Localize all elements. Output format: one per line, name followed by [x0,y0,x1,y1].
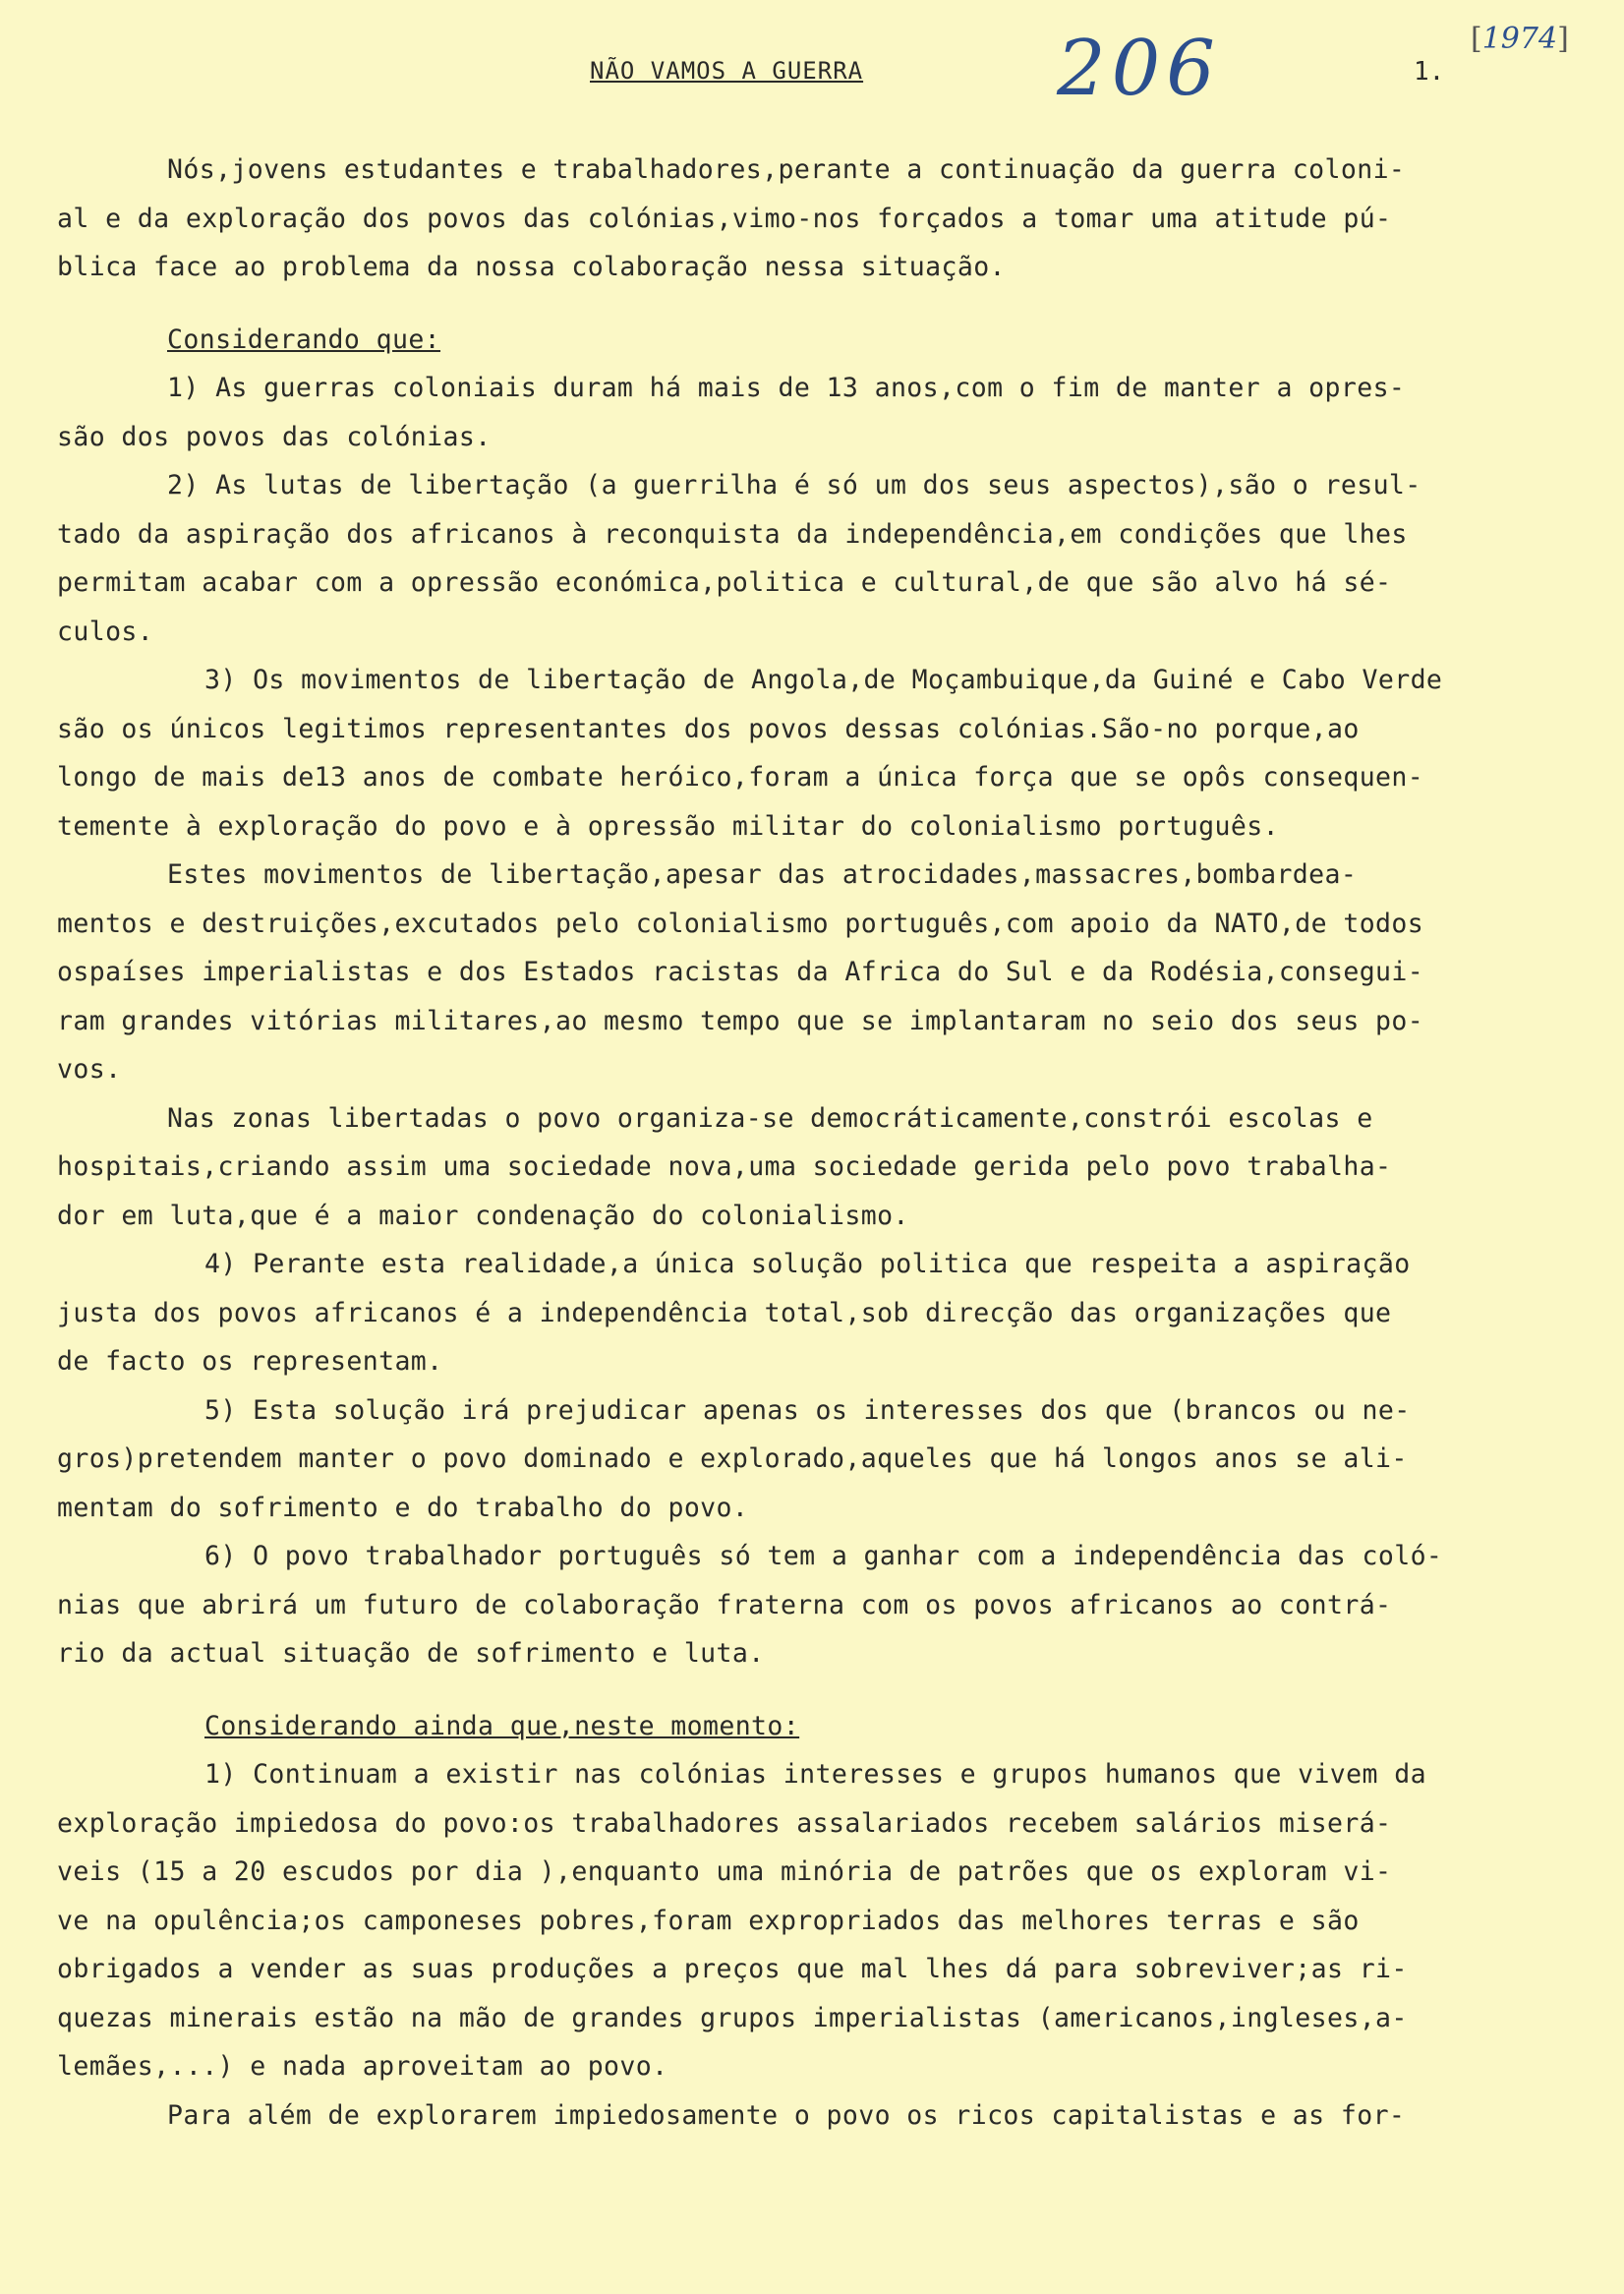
section-heading: Considerando que: [167,324,441,355]
body-line: ospaíses imperialistas e dos Estados racistas da Africa do Sul e da Rodésia,consegui- [57,957,1424,987]
body-line: veis (15 a 20 escudos por dia ),enquanto uma minória de patrões que os exploram vi- [57,1856,1392,1887]
year-stamp-text: 1974 [1481,22,1558,56]
body-line: Para além de explorarem impiedosamente o povo os ricos capitalistas e as for- [167,2099,1406,2131]
body-line: rio da actual situação de sofrimento e luta. [57,1638,765,1669]
body-line: permitam acabar com a opressão económica,politica e cultural,de que são alvo há sé- [57,567,1392,598]
body-line: Nas zonas libertadas o povo organiza-se democráticamente,constrói escolas e [167,1102,1373,1134]
body-line: 5) Esta solução irá prejudicar apenas os interesses dos que (brancos ou ne- [204,1394,1411,1426]
body-line: 1) Continuam a existir nas colónias interesses e grupos humanos que vivem da [204,1759,1426,1790]
body-line: tado da aspiração dos africanos à reconquista da independência,em condições que lhes [57,518,1408,550]
body-line: 2) As lutas de libertação (a guerrilha é só um dos seus aspectos),são o resul- [167,470,1421,500]
body-line: 1) As guerras coloniais duram há mais de 13 anos,com o fim de manter a opres- [167,373,1406,403]
body-line: dor em luta,que é a maior condenação do colonialismo. [57,1200,909,1231]
body-line: são dos povos das colónias. [57,421,492,452]
year-stamp: [1974] [1471,22,1569,56]
body-line: obrigados a vender as suas produções a preços que mal lhes dá para sobreviver;as ri- [57,1954,1408,1984]
body-line: de facto os representam. [57,1346,443,1377]
body-line: Nós,jovens estudantes e trabalhadores,perante a continuação da guerra coloni- [167,154,1406,185]
body-line: mentam do sofrimento e do trabalho do povo. [57,1492,749,1523]
body-line: gros)pretendem manter o povo dominado e explorado,aqueles que há longos anos se ali- [57,1443,1408,1474]
body-line: nias que abrirá um futuro de colaboração fraterna com os povos africanos ao contrá- [57,1589,1392,1620]
page-number: 1. [1414,57,1445,87]
body-line: 3) Os movimentos de libertação de Angola,de Moçambuique,da Guiné e Cabo Verde [204,665,1443,695]
body-line: Estes movimentos de libertação,apesar das atrocidades,massacres,bombardea- [167,859,1358,890]
body-line: longo de mais de13 anos de combate heróico,foram a única força que se opôs consequen- [57,762,1424,793]
body-line: blica face ao problema da nossa colaboração nessa situação. [57,252,1006,282]
body-line: são os únicos legitimos representantes dos povos dessas colónias.São-no porque,ao [57,713,1360,744]
body-line: al e da exploração dos povos das colónias,vimo-nos forçados a tomar uma atitude pú- [57,203,1392,234]
body-line: exploração impiedosa do povo:os trabalhadores assalariados recebem salários miserá- [57,1807,1392,1839]
body-line: vos. [57,1054,122,1085]
body-line: 6) O povo trabalhador português só tem a ganhar com a independência das coló- [204,1541,1443,1571]
body-line: quezas minerais estão na mão de grandes grupos imperialistas (americanos,ingleses,a- [57,2002,1408,2033]
body-line: hospitais,criando assim uma sociedade nova,uma sociedade gerida pelo povo trabalha- [57,1151,1392,1182]
body-line: ram grandes vitórias militares,ao mesmo tempo que se implantaram no seio dos seus po- [57,1005,1424,1036]
body-line: culos. [57,616,154,647]
document-title: NÃO VAMOS A GUERRA [590,57,864,85]
body-line: justa dos povos africanos é a independência total,sob direcção das organizações que [57,1297,1392,1328]
section-heading: Considerando ainda que,neste momento: [204,1710,800,1741]
document-body [57,146,1571,2140]
body-line: 4) Perante esta realidade,a única solução politica que respeita a aspiração [204,1249,1411,1279]
body-line: lemães,...) e nada aproveitam ao povo. [57,2051,668,2082]
body-line: ve na opulência;os camponeses pobres,foram expropriados das melhores terras e são [57,1905,1360,1936]
body-line: mentos e destruições,excutados pelo colonialismo português,com apoio da NATO,de todos [57,908,1424,939]
body-line: temente à exploração do povo e à opressão militar do colonialismo português. [57,810,1279,842]
handwritten-number: 206 [1057,25,1221,113]
